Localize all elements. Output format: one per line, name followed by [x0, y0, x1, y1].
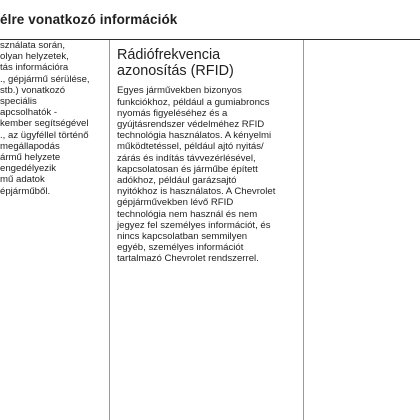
running-header: [0, 8, 420, 34]
body-text-line: zárás és indítás távvezérlésével,: [117, 152, 256, 164]
left-text-line: olyan helyzetek,: [0, 51, 69, 63]
left-text-line: ., gépjármű sérülése,: [0, 73, 90, 85]
section-body: [117, 85, 307, 264]
left-text-line: sználata során,: [0, 40, 66, 51]
body-text-line: működtetéssel, például ajtó nyitás/: [117, 141, 264, 153]
body-text-line: technológia nem használ és nem: [117, 208, 258, 220]
body-text-line: funkciókhoz, például a gumiabroncs: [117, 96, 270, 108]
column-divider: [109, 40, 110, 420]
right-column: [117, 40, 307, 265]
left-text-line: megállapodás: [0, 140, 60, 152]
section-heading: [117, 47, 307, 79]
left-text-line: mű adatok: [0, 174, 45, 186]
body-text-line: nincs kapcsolatban semmilyen: [117, 231, 248, 243]
left-text-line: kember segítségével: [0, 118, 89, 130]
chapter-title: élre vonatkozó információk: [0, 12, 178, 27]
body-text-line: jegyez fel személyes információt, és: [117, 219, 271, 231]
body-text-line: Egyes járművekben bizonyos: [117, 85, 242, 97]
left-text-line: tás információra: [0, 62, 69, 74]
body-text-line: kapcsolatosan és járműbe épített: [117, 163, 258, 175]
left-column: [0, 40, 100, 197]
body-text-line: egyéb, személyes információt: [117, 242, 244, 254]
heading-line: azonosítás (RFID): [117, 63, 234, 80]
column-divider: [303, 40, 304, 420]
body-text-line: technológia használatos. A kényelmi: [117, 130, 272, 142]
left-text-line: ., az ügyféllel történő: [0, 129, 89, 141]
left-text-line: engedélyezik: [0, 163, 57, 175]
body-text-line: gépjárművekben lévő RFID: [117, 197, 234, 209]
heading-line: Rádiófrekvencia: [117, 47, 221, 63]
left-text-line: speciális: [0, 96, 37, 108]
left-text-line: apcsolhatók -: [0, 107, 58, 119]
body-text-line: tartalmazó Chevrolet rendszerrel.: [117, 253, 259, 265]
body-text-line: gyújtásrendszer védelméhez RFID: [117, 119, 265, 131]
body-text-line: adókhoz, például garázsajtó: [117, 175, 237, 187]
left-text-line: ármű helyzete: [0, 152, 61, 164]
left-text-line: stb.) vonatkozó: [0, 84, 66, 96]
body-text-line: nyomás figyeléséhez és a: [117, 107, 228, 119]
left-text-line: épjárműből.: [0, 185, 51, 197]
body-text-line: nyitókhoz is használatos. A Chevrolet: [117, 186, 276, 198]
